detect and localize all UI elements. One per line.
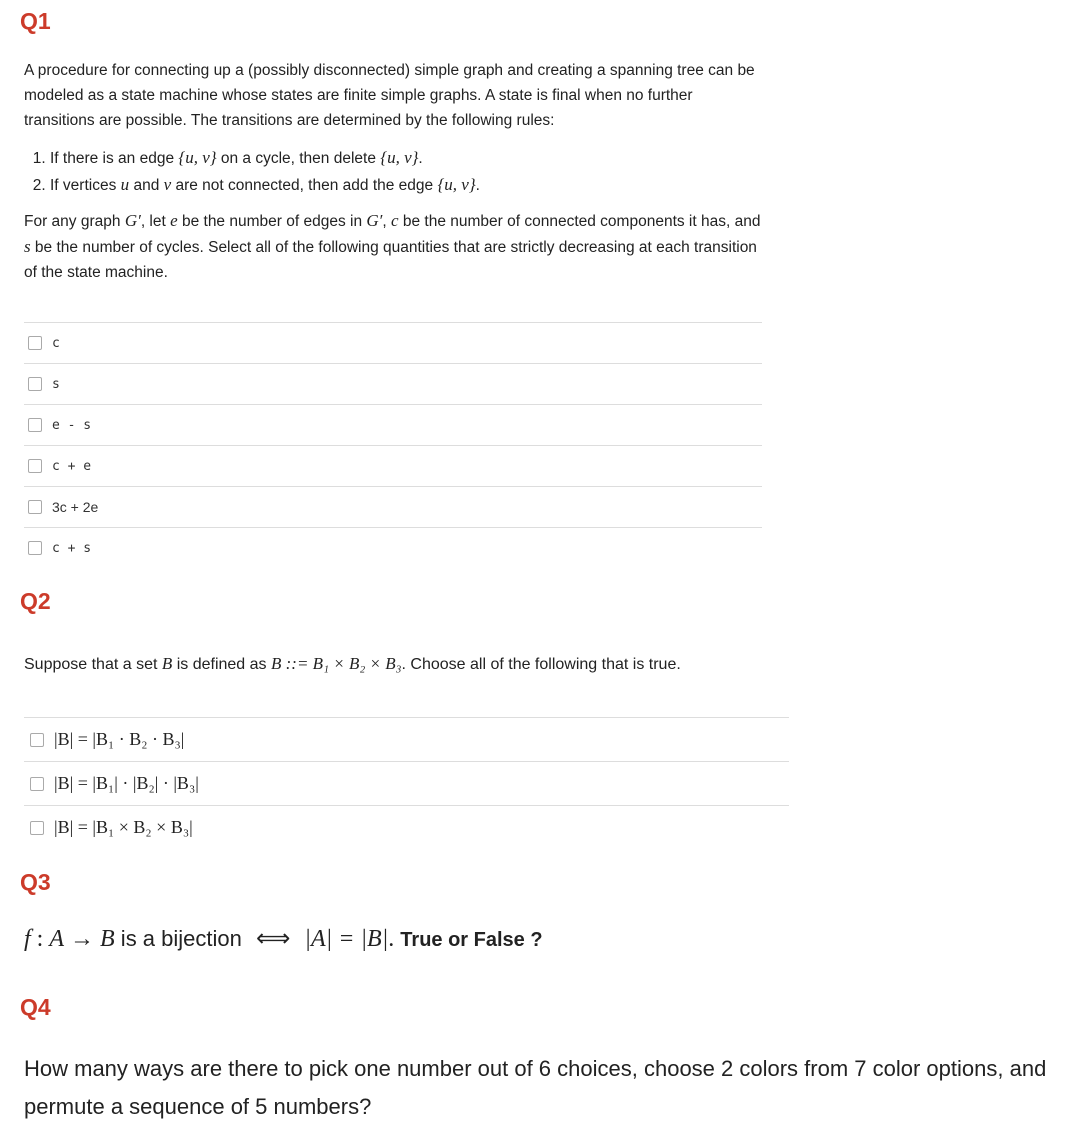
checkbox[interactable]	[28, 418, 42, 432]
checkbox[interactable]	[28, 459, 42, 473]
q1-option[interactable]: c	[24, 322, 762, 363]
q3-statement: f : A → B is a bijection ⟺ |A| = |B| . True or False ?	[24, 926, 543, 952]
q1-options	[24, 322, 762, 568]
checkbox[interactable]	[28, 377, 42, 391]
q1-intro: A procedure for connecting up a (possibly disconnected) simple graph and creating a spanning tree can be modeled as a state machine whose states are finite simple graphs. A state is final when no further transitions are possible. The transitions are determined by the following rules:	[24, 62, 755, 129]
q1-question: For any graph G′, let e be the number of edges in G′, c be the number of connected components it has, and s be the number of cycles. Select all of the following quantities that are strictly decreasing at each transition of the state machine.	[24, 211, 761, 281]
checkbox[interactable]	[28, 541, 42, 555]
checkbox[interactable]	[30, 777, 44, 791]
q4-question: How many ways are there to pick one number out of 6 choices, choose 2 colors from 7 color options, and permute a sequence of 5 numbers?	[24, 1056, 1047, 1119]
q2-option[interactable]: |B| = |B₁ · B₂ · B₃|	[24, 717, 789, 761]
q1-option[interactable]: 3c + 2e	[24, 486, 762, 527]
q2-option[interactable]: |B| = |B₁ × B₂ × B₃|	[24, 805, 789, 849]
q1-rule-1: 1. If there is an edge {u, v} on a cycle, then delete {u, v}.	[50, 145, 770, 172]
q2-options	[24, 717, 789, 849]
q1-option[interactable]: c + s	[24, 527, 762, 568]
q1-rules	[24, 145, 770, 199]
checkbox[interactable]	[30, 733, 44, 747]
q2-prompt: Suppose that a set B is defined as B ::= B₁ × B₂ × B₃. Choose all of the following that is true.	[24, 654, 681, 673]
q1-rule-2: 2. If vertices u and v are not connected, then add the edge {u, v}.	[50, 172, 770, 199]
checkbox[interactable]	[28, 336, 42, 350]
q2-heading: Q2	[20, 588, 51, 614]
q2-option[interactable]: |B| = |B₁| · |B₂| · |B₃|	[24, 761, 789, 805]
checkbox[interactable]	[28, 500, 42, 514]
q4-heading: Q4	[20, 994, 51, 1020]
q3-heading: Q3	[20, 869, 51, 895]
q1-heading: Q1	[20, 8, 51, 34]
q1-option[interactable]: s	[24, 363, 762, 404]
q1-option[interactable]: e - s	[24, 404, 762, 445]
checkbox[interactable]	[30, 821, 44, 835]
q1-option[interactable]: c + e	[24, 445, 762, 486]
